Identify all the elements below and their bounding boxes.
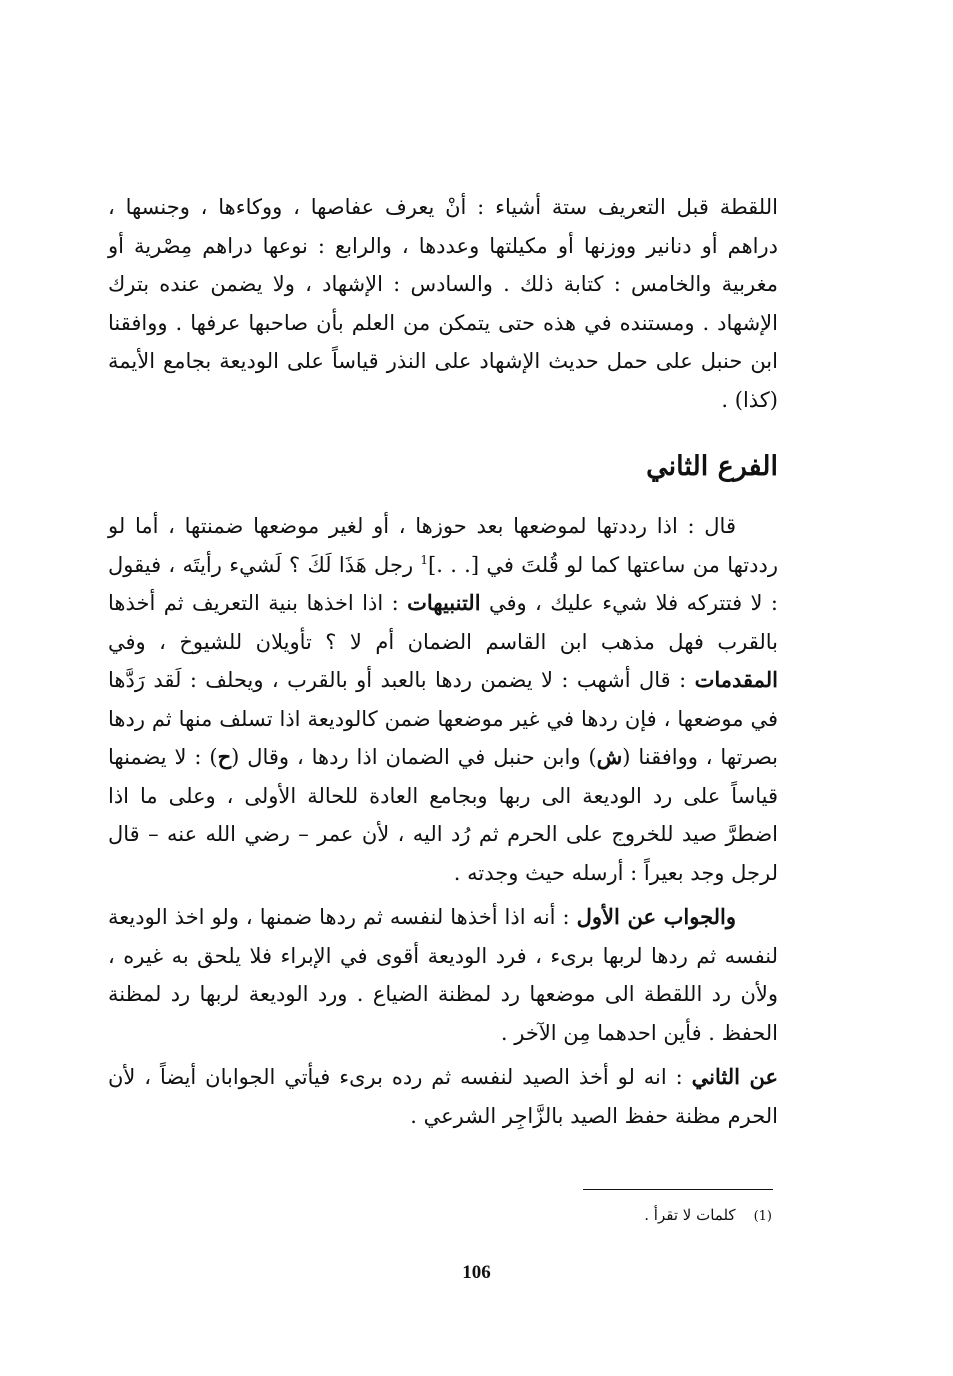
paragraph-2-text-2: رجل هَذَا لَكَ ؟ لَشيء رأيتَه ، فيقول : لا فتتركه فلا شيء عليك ، وفي [108,552,779,615]
paragraph-2 [108,507,778,892]
footnote-divider [583,1189,773,1190]
page-number: 106 [462,1262,491,1283]
paragraph-4-text: : انه لو أخذ الصيد لنفسه ثم رده برىء فيأتي الجوابان أيضاً ، لأن الحرم مظنة حفظ الصيد بالزَّاجِر الشرعي . [108,1065,778,1128]
paragraph-2-text-4: : قال أشهب : لا يضمن ردها بالعبد أو بالقرب ، ويحلف : لَقد رَدَّها في موضعها ، فإن ردها في غير موضعها ضمن كالوديعة اذا تسلف منها ثم ردها بصرتها ، ووافقنا ( [108,668,779,769]
bold-term-tanbihat: التنبيهات [407,590,481,615]
paragraph-3-lead: والجواب عن الأول [576,904,736,929]
paragraph-2-text-5: ) وابن حنبل في الضمان اذا ردها ، وقال ( [231,745,597,769]
paragraph-1: اللقطة قبل التعريف ستة أشياء : أنْ يعرف عفاصها ، ووكاءها ، وجنسها ، دراهم أو دنانير ووزنها أو مكيلتها وعددها ، والرابع : نوعها دراهم مِصْرية أو مغربية والخامس : كتابة ذلك . والسادس : الإشهاد ، ولا يضمن عنده بترك الإشهاد . ومستنده في هذه حتى يتمكن من العلم بأن صاحبها عرفها . ووافقنا ابن حنبل على حمل حديث الإشهاد على النذر قياساً على الوديعة بجامع الأيمة (كذا) . [108,195,778,412]
paragraph-2-text-6: ) : لا يضمنها قياساً على رد الوديعة الى ربها وبجامع العادة للحالة الأولى ، وعلى ما اذا اضطرَّ صيد للخروج على الحرم ثم رُد اليه ، لأن عمر – رضي الله عنه – قال لرجل وجد بعيراً : أرسله حيث وجدته . [108,745,778,885]
bold-abbrev-ha: ح [217,744,232,769]
section-heading: الفرع الثاني [646,451,778,482]
paragraph-3-text: : أنه اذا أخذها لنفسه ثم ردها ضمنها ، ولو اخذ الوديعة لنفسه ثم ردها لربها برىء ، فرد الوديعة أقوى في الإبراء فلا يلحق به غيره ، ولأن رد اللقطة الى موضعها رد لمظنة الضياع . ورد الوديعة لربها رد لمظنة الحفظ . فأين احدهما مِن الآخر . [108,905,778,1045]
paragraph-2-text-3: : اذا اخذها بنية التعريف ثم أخذها بالقرب فهل مذهب ابن القاسم الضمان أم لا ؟ تأويلان للشيوخ ، وفي [108,591,778,654]
bold-abbrev-shin: ش [596,744,623,769]
paragraph-3 [108,898,778,1052]
page-body [108,188,778,1135]
footnote [392,1203,772,1229]
footnote-text: كلمات لا تقرأ . [644,1206,736,1224]
paragraph-4 [108,1058,778,1135]
bold-term-muqaddimat: المقدمات [694,667,778,692]
footnote-number: (1) [753,1209,772,1224]
footnote-reference: 1 [420,552,429,567]
paragraph-2-text-1: قال : اذا رددتها لموضعها بعد حوزها ، أو لغير موضعها ضمنتها ، أما لو رددتها من ساعتها كما لو قُلتَ في [. . .] [108,514,778,577]
paragraph-4-lead: عن الثاني [691,1064,778,1089]
